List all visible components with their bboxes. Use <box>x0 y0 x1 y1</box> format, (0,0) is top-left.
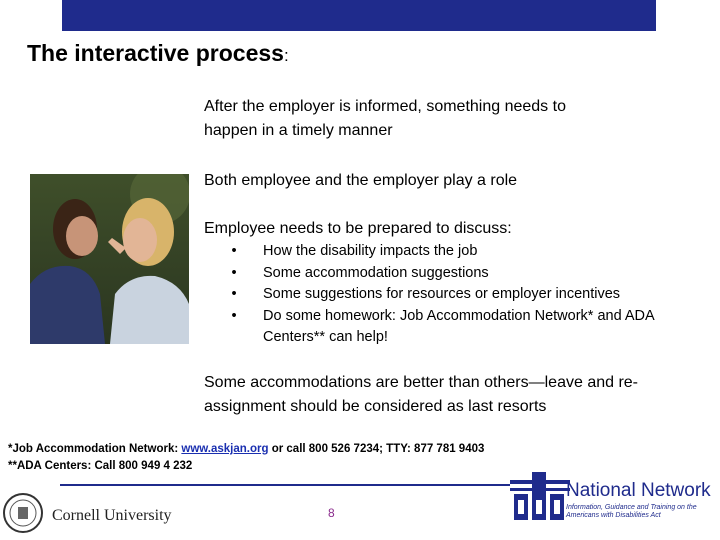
page-number: 8 <box>328 506 335 520</box>
ada-tagline: Information, Guidance and Training on the Americans with Disabilities Act <box>566 504 697 519</box>
ada-national-network-label: National Network <box>566 480 711 501</box>
bullet-icon: • <box>231 307 237 324</box>
footnote-jan: *Job Accommodation Network: www.askjan.org or call 800 526 7234; TTY: 877 781 9403 <box>8 443 485 455</box>
bullet-list <box>228 241 688 349</box>
list-item: • Some accommodation suggestions <box>228 263 688 285</box>
paragraph-both-role: Both employee and the employer play a role <box>204 172 518 189</box>
header-bar <box>62 0 656 31</box>
bullet-icon: • <box>231 264 237 281</box>
footer-divider <box>60 484 510 486</box>
list-item: • How the disability impacts the job <box>228 241 688 263</box>
slide-title: The interactive process: <box>27 40 289 66</box>
two-women-talking-photo <box>30 174 189 344</box>
footnote-ada: **ADA Centers: Call 800 949 4 232 <box>8 460 193 472</box>
paragraph-prepared-discuss: Employee needs to be prepared to discuss: <box>204 220 512 237</box>
askjan-link[interactable]: www.askjan.org <box>181 443 269 455</box>
cornell-university-label: Cornell University <box>52 507 172 524</box>
paragraph-accommodations: Some accommodations are better than others—leave and re-assignment should be considered as last resorts <box>204 374 639 415</box>
bullet-icon: • <box>231 243 237 259</box>
paragraph-employer-informed: After the employer is informed, something needs to happen in a timely manner <box>204 98 566 139</box>
list-item: • Do some homework: Job Accommodation Network* and ADA Centers** can help! <box>228 306 688 349</box>
cornell-seal-icon <box>2 490 44 536</box>
bullet-icon: • <box>231 286 237 302</box>
list-item: • Some suggestions for resources or employer incentives <box>228 284 688 306</box>
ada-logo-icon <box>510 466 570 524</box>
